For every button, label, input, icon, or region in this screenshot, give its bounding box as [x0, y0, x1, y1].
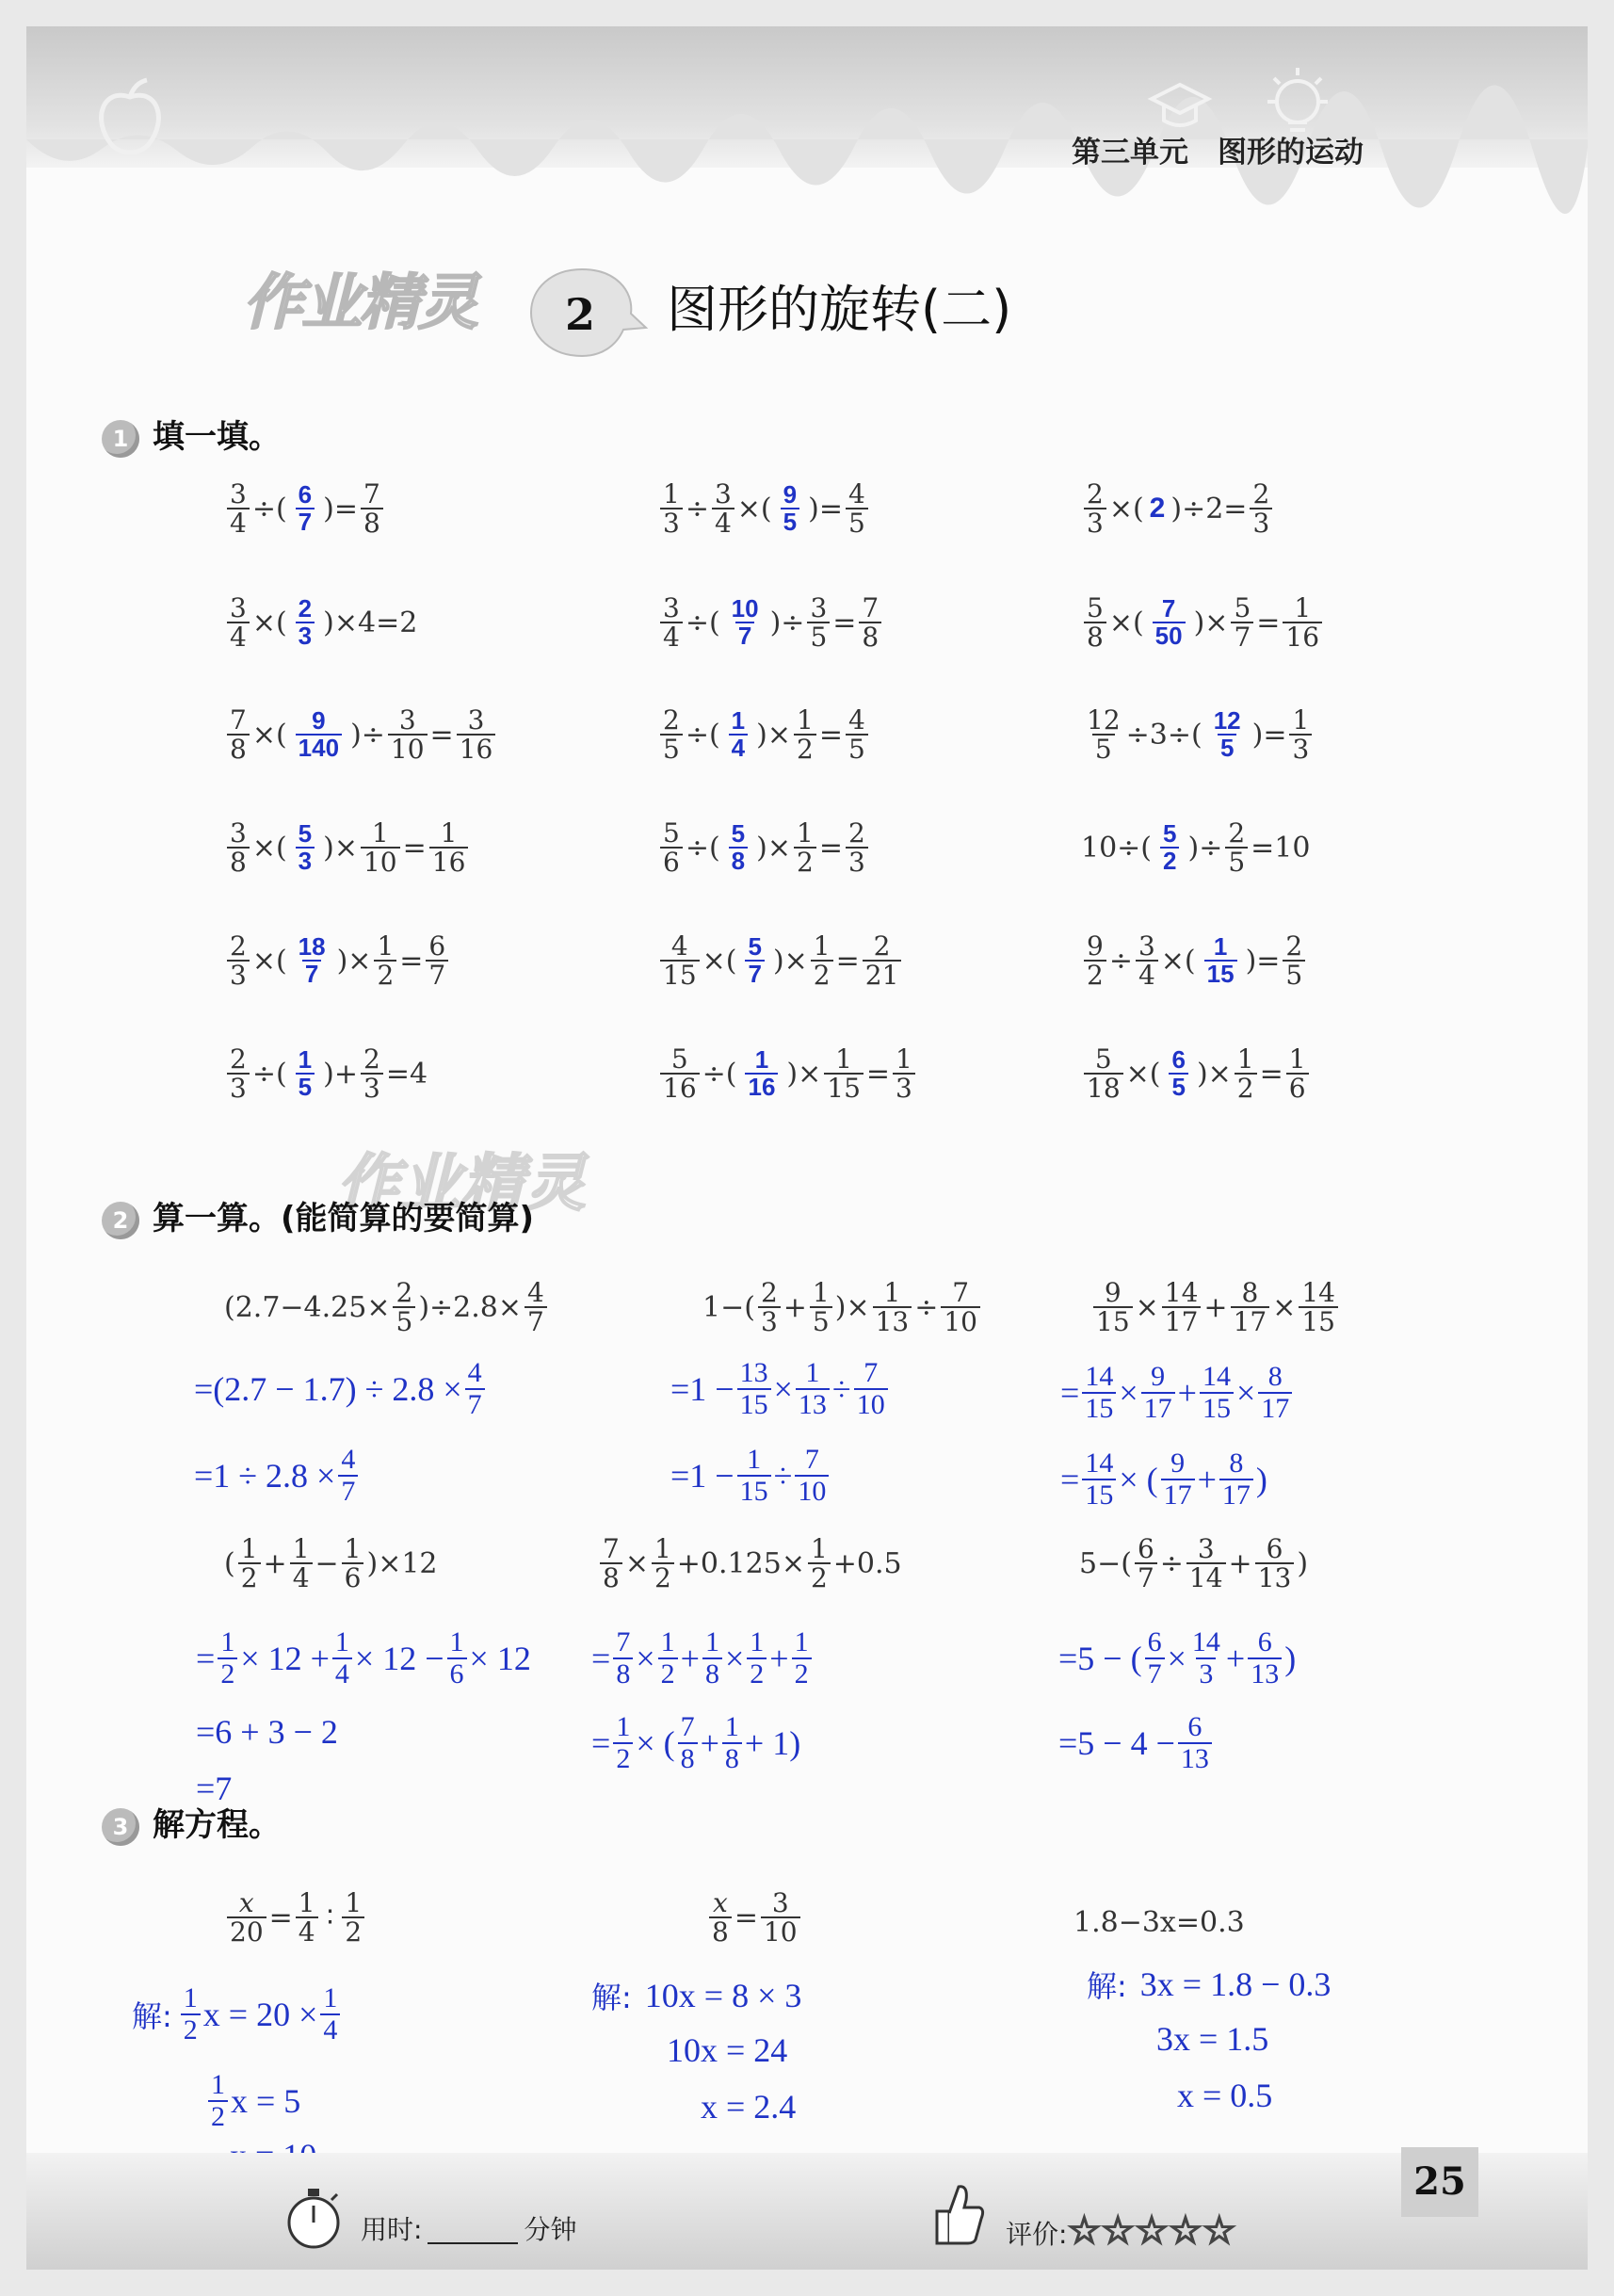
lesson-number: 2 [564, 289, 596, 340]
equation-2-step2: 10x = 24 [667, 2031, 788, 2069]
fill-r5c1: $\frac{2}{3}$ ×( $\frac{18}{7}$ )× $\frac{1}{2}$ = $\frac{6}{7}$ [224, 932, 451, 990]
stopwatch-icon [282, 2183, 345, 2253]
section-3-number: 3 [102, 1808, 139, 1846]
section-2-number: 2 [102, 1202, 139, 1239]
solution-label: 解: [591, 1980, 632, 2015]
answer: $\frac{5}{7}$ [742, 934, 767, 988]
page-number: 25 [1401, 2147, 1478, 2217]
calc-p5-step1: = $\frac{7}{8}$ × $\frac{1}{2}$ + $\frac{1}{8}$ × $\frac{1}{2}$ + $\frac{1}{2}$ [591, 1627, 815, 1689]
fill-r1c1: $\frac{3}{4}$ ÷( $\frac{6}{7}$ )= $\frac{7}{8}$ [224, 480, 386, 538]
equation-3-step3: x = 0.5 [1177, 2077, 1273, 2114]
equation-3-step2: 3x = 1.5 [1156, 2020, 1269, 2058]
calc-p1-step1: =(2.7 − 1.7) ÷ 2.8 × $\frac{4}{7}$ [194, 1358, 488, 1419]
rating-stars[interactable]: ☆☆☆☆☆ [1067, 2209, 1236, 2253]
fill-r6c2: $\frac{5}{16}$ ÷( $\frac{1}{16}$ )× $\frac{1}{15}$ = $\frac{1}{3}$ [657, 1045, 918, 1103]
equation-1: $\frac{x}{20}$ = $\frac{1}{4}$ ∶ 1 2 [224, 1889, 367, 1947]
section-3-heading [102, 1799, 281, 1846]
fill-r6c1: $\frac{2}{3}$ ÷( $\frac{1}{5}$ )+ $\frac{2}{3}$ =4 [224, 1045, 428, 1103]
answer: $\frac{5}{8}$ [726, 821, 751, 875]
calc-p1-question: (2.7−4.25× $\frac{2}{5}$ )÷2.8× $\frac{4}{7}$ [224, 1279, 550, 1336]
fill-r3c1: $\frac{7}{8}$ ×( $\frac{9}{140}$ )÷ $\frac{3}{10}$ = $\frac{3}{16}$ [224, 706, 498, 764]
section-3-title: 解方程。 [153, 1806, 281, 1844]
fill-r2c1: $\frac{3}{4}$ ×( $\frac{2}{3}$ )×4=2 [224, 594, 417, 652]
fill-r5c3: $\frac{9}{2}$ ÷ $\frac{3}{4}$ ×( $\frac{1}{15}$ )= $\frac{2}{5}$ [1081, 932, 1308, 990]
calc-p1-step2: =1 ÷ 2.8 × $\frac{4}{7}$ [194, 1445, 361, 1506]
answer: $\frac{10}{7}$ [731, 594, 759, 651]
footer-band [26, 2153, 1588, 2270]
lesson-title: 图形的旋转(二) [667, 280, 1012, 339]
lesson-number-badge [525, 262, 648, 365]
answer: $\frac{5}{3}$ [293, 821, 317, 875]
apple-icon [92, 78, 168, 163]
fill-r2c3: $\frac{5}{8}$ ×( $\frac{7}{50}$ )× $\frac{5}{7}$ = $\frac{1}{16}$ [1081, 594, 1325, 652]
fill-r3c2: $\frac{2}{5}$ ÷( $\frac{1}{4}$ )× $\frac{1}{2}$ = $\frac{4}{5}$ [657, 706, 871, 764]
equation-1-step1: 解: 1 2 x = 20 × $\frac{1}{4}$ [132, 1983, 343, 2045]
calc-p3-step1: = $\frac{14}{15}$ × $\frac{9}{17}$ + $\frac{14}{15}$ × $\frac{8}{17}$ [1060, 1362, 1295, 1423]
calc-p4-question: ( 1 2 + $\frac{1}{4}$ − $\frac{1}{6}$ )×12 [224, 1533, 438, 1594]
fill-r1c2: $\frac{1}{3}$ ÷ $\frac{3}{4}$ ×( $\frac{9}{5}$ )= $\frac{4}{5}$ [657, 480, 871, 538]
calc-p6-step1: =5 − ( $\frac{6}{7}$ × $\frac{14}{3}$ + $\frac{6}{13}$ ) [1058, 1626, 1297, 1690]
calc-p6-step2: =5 − 4 − $\frac{6}{13}$ [1058, 1712, 1215, 1773]
calc-p2-step1: =1 − $\frac{13}{15}$ × $\frac{1}{13}$ ÷ $\frac{7}{10}$ [670, 1358, 891, 1419]
answer: 2 [1149, 493, 1166, 525]
answer: $\frac{6}{5}$ [1166, 1047, 1190, 1101]
answer: $\frac{2}{3}$ [293, 596, 317, 650]
fill-r6c3: $\frac{5}{18}$ ×( $\frac{6}{5}$ )× $\frac{1}{2}$ = $\frac{1}{6}$ [1081, 1045, 1312, 1103]
fill-r3c3: $\frac{12}{5}$ ÷3÷( $\frac{12}{5}$ )= $\frac{1}{3}$ [1081, 706, 1315, 764]
answer: $\frac{1}{16}$ [742, 1047, 781, 1101]
equation-1-step3 [230, 2136, 316, 2155]
answer: $\frac{9}{5}$ [778, 482, 802, 536]
section-2-heading [102, 1192, 534, 1239]
solution-label: 解: [132, 1997, 172, 2034]
calc-p5-question: $\frac{7}{8}$ × $\frac{1}{2}$ +0.125× $\frac{1}{2}$ +0.5 [597, 1535, 902, 1593]
answer: $\frac{9}{140}$ [293, 708, 345, 762]
rating-field [1006, 2209, 1238, 2253]
calc-p2-step2: =1 − $\frac{1}{15}$ ÷ $\frac{7}{10}$ [670, 1445, 831, 1506]
section-2-title: 算一算。(能简算的要简算) [153, 1200, 535, 1237]
calc-p4-step2: =6 + 3 − 2 [196, 1713, 338, 1751]
unit-header: 第三单元 图形的运动 [1072, 136, 1364, 170]
graduation-cap-icon [1147, 75, 1213, 132]
thumbs-up-icon [923, 2175, 989, 2251]
section-1-title: 填一填。 [153, 418, 281, 456]
fill-r1c3: $\frac{2}{3}$ ×( 2 )÷2= $\frac{2}{3}$ [1081, 480, 1275, 538]
equation-3: 1.8−3x=0.3 [1073, 1906, 1245, 1939]
answer: $\frac{1}{5}$ [293, 1047, 317, 1101]
fill-r4c2: $\frac{5}{6}$ ÷( $\frac{5}{8}$ )× $\frac{1}{2}$ = $\frac{2}{3}$ [657, 819, 871, 877]
section-1-heading [102, 411, 281, 458]
equation-3-step1: 解: 3x = 1.8 − 0.3 [1087, 1963, 1331, 2006]
equation-2-step1: 解: 10x = 8 × 3 [591, 1974, 801, 2017]
calc-p4-step3: =7 [196, 1770, 233, 1807]
answer: $\frac{18}{7}$ [298, 932, 326, 989]
rating-label: 评价: [1006, 2219, 1068, 2250]
answer: $\frac{1}{15}$ [1202, 934, 1240, 988]
equation-2-step3: x = 2.4 [701, 2088, 797, 2126]
section-1-number: 1 [102, 420, 139, 458]
calc-p3-step2: = $\frac{14}{15}$ × ( 9 17 + $\frac{8}{17}$ ) [1060, 1447, 1267, 1511]
watermark-mid: 作业精灵 [337, 1147, 586, 1220]
calc-p4-step1: = $\frac{1}{2}$ × 12 + $\frac{1}{4}$ × 12 − $\frac{1}{6}$ × 12 [196, 1626, 531, 1690]
watermark-logo: 作业精灵 [243, 268, 476, 338]
answer: $\frac{6}{7}$ [293, 482, 317, 536]
solution-label: 解: [1087, 1968, 1127, 2004]
workbook-page [26, 26, 1588, 2270]
answer: $\frac{5}{2}$ [1157, 821, 1182, 875]
time-label: 用时: [361, 2214, 423, 2245]
fill-r4c3: 10÷( $\frac{5}{2}$ )÷ $\frac{2}{5}$ =10 [1081, 817, 1311, 879]
fill-r2c2: $\frac{3}{4}$ ÷( $\frac{10}{7}$ )÷ $\frac{3}{5}$ = $\frac{7}{8}$ [657, 594, 884, 652]
fill-r5c2: $\frac{4}{15}$ ×( $\frac{5}{7}$ )× $\frac{1}{2}$ = $\frac{2}{21}$ [657, 932, 904, 990]
fill-r4c1: $\frac{3}{8}$ ×( $\frac{5}{3}$ )× $\frac{1}{10}$ = $\frac{1}{16}$ [224, 819, 471, 877]
answer: $\frac{1}{4}$ [726, 708, 751, 762]
calc-p2-question: 1−( 2 3 + $\frac{1}{5}$ )× $\frac{1}{13}$ ÷ $\frac{7}{10}$ [702, 1279, 983, 1336]
answer: $\frac{7}{50}$ [1150, 596, 1188, 650]
answer: $\frac{12}{5}$ [1213, 706, 1241, 763]
calc-p6-question: 5−( $\frac{6}{7}$ ÷ $\frac{3}{14}$ + $\frac{6}{13}$ ) [1079, 1533, 1309, 1594]
calc-p5-step2: = $\frac{1}{2}$ × ( 7 8 + $\frac{1}{8}$ + 1) [591, 1711, 801, 1774]
calc-p3-question: $\frac{9}{15}$ × $\frac{14}{17}$ + $\frac{8}{17}$ × $\frac{14}{15}$ [1090, 1279, 1341, 1336]
equation-2: $\frac{x}{8}$ = $\frac{3}{10}$ [706, 1889, 803, 1947]
time-unit: 分钟 [524, 2214, 577, 2245]
time-blank[interactable] [428, 2218, 518, 2244]
time-field [361, 2209, 576, 2247]
equation-1-step2: 1 2 x = 5 [205, 2070, 300, 2131]
